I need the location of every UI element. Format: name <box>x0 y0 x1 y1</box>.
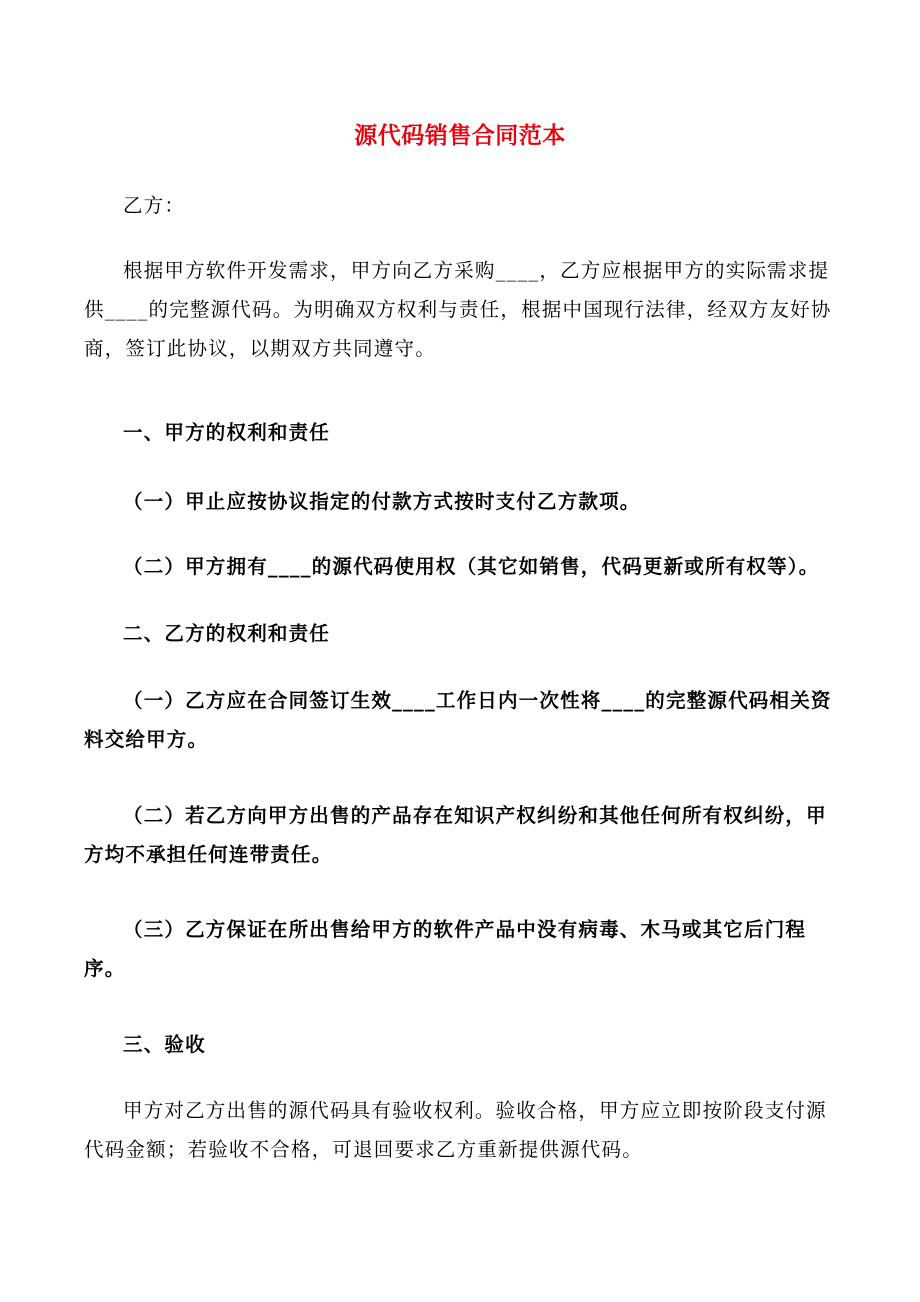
section-1-heading: 一、甲方的权利和责任 <box>123 421 331 444</box>
section-3-body: 甲方对乙方出售的源代码具有验收权利。验收合格，甲方应立即按阶段支付源代码金额；若验收不合格，可退回要求乙方重新提供源代码。 <box>84 1099 827 1161</box>
intro-paragraph: 根据甲方软件开发需求，甲方向乙方采购____，乙方应根据甲方的实际需求提供____的完整源代码。为明确双方权利与责任，根据中国现行法律，经双方友好协商，签订此协议，以期双方共同遵守。 <box>84 259 832 360</box>
section-2-item-1: （一）乙方应在合同签订生效____工作日内一次性将____的完整源代码相关资料交给甲方。 <box>84 689 832 751</box>
section-1-item-1: （一）甲止应按协议指定的付款方式按时支付乙方款项。 <box>123 490 641 513</box>
party-b-label: 乙方： <box>123 194 186 217</box>
section-2-item-2: （二）若乙方向甲方出售的产品存在知识产权纠纷和其他任何所有权纠纷，甲方均不承担任何连带责任。 <box>84 804 827 866</box>
document-title: 源代码销售合同范本 <box>354 122 566 149</box>
section-1-item-2: （二）甲方拥有____的源代码使用权（其它如销售，代码更新或所有权等）。 <box>123 555 820 578</box>
section-2-item-3: （三）乙方保证在所出售给甲方的软件产品中没有病毒、木马或其它后门程序。 <box>84 918 807 980</box>
section-2-heading: 二、乙方的权利和责任 <box>123 622 331 645</box>
section-3-heading: 三、验收 <box>123 1033 206 1056</box>
